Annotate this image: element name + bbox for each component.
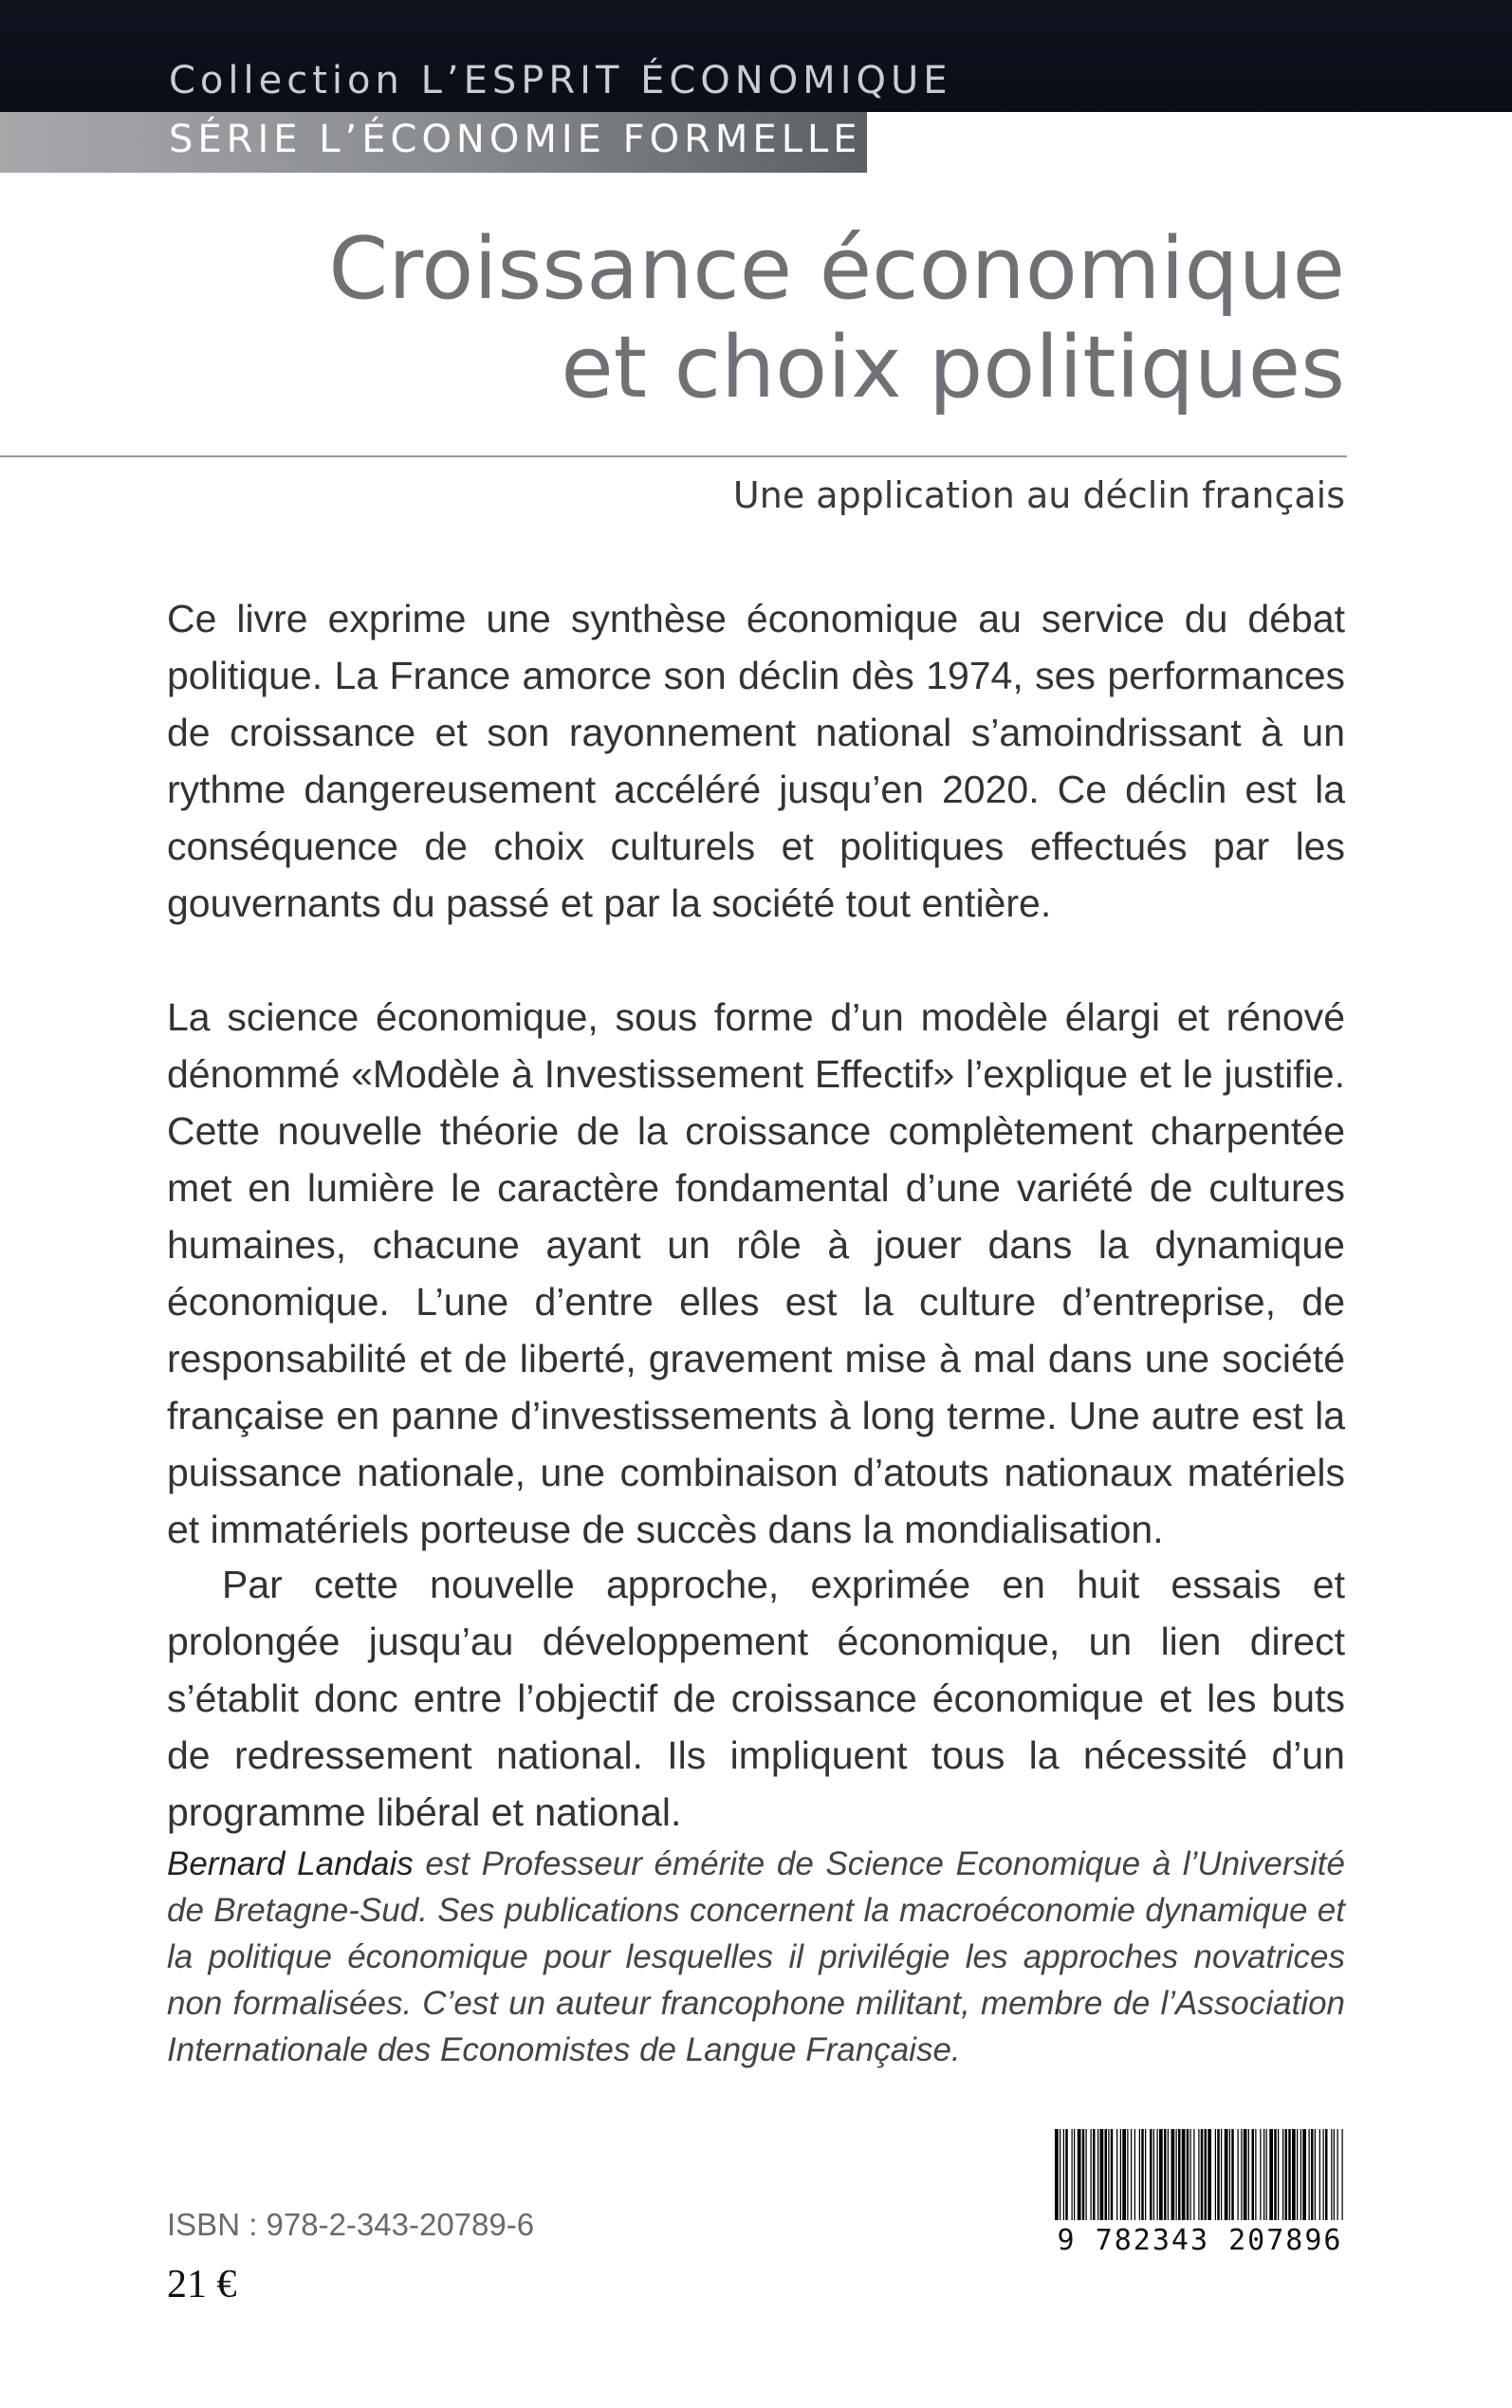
isbn: ISBN : 978-2-343-20789-6 [167, 2207, 535, 2242]
barcode-bar [1274, 2129, 1277, 2220]
barcode-bar [1078, 2129, 1081, 2220]
barcode-bar [1292, 2129, 1296, 2220]
barcode-bar [1221, 2129, 1222, 2220]
series-name: SÉRIE L’ÉCONOMIE FORMELLE [169, 118, 862, 161]
book-title [328, 220, 1345, 417]
barcode-bar [1208, 2129, 1211, 2220]
barcode-bar [1278, 2129, 1279, 2220]
barcode-bar [1150, 2129, 1152, 2220]
book-subtitle: Une application au déclin français [732, 474, 1345, 516]
barcode-bar [1311, 2129, 1314, 2220]
barcode-bar [1131, 2129, 1132, 2220]
barcode-bar [1201, 2129, 1204, 2220]
barcode-bar [1302, 2129, 1306, 2220]
barcode-bar [1225, 2129, 1228, 2220]
barcode-bar [1159, 2129, 1163, 2220]
barcode-bar [1141, 2129, 1144, 2220]
book-title-line-1: Croissance économique [328, 219, 1345, 319]
barcode-bars [1051, 2129, 1349, 2220]
barcode-bar [1282, 2129, 1283, 2220]
barcode-bar [1178, 2129, 1181, 2220]
barcode-bar [1198, 2129, 1199, 2220]
barcode-bar [1323, 2129, 1324, 2220]
barcode-bar [1300, 2129, 1301, 2220]
barcode-bar [1168, 2129, 1169, 2220]
barcode-bar [1269, 2129, 1273, 2220]
barcode-bar [1072, 2129, 1073, 2220]
barcode-bar [1134, 2129, 1135, 2220]
barcode-bar [1074, 2129, 1075, 2220]
barcode-bar [1182, 2129, 1186, 2220]
barcode-bar [1082, 2129, 1085, 2220]
barcode-bar [1105, 2129, 1108, 2220]
barcode-bar [1342, 2129, 1343, 2220]
collection-name: Collection L’ESPRIT ÉCONOMIQUE [169, 59, 952, 102]
barcode-bar [1331, 2129, 1332, 2220]
barcode-bar [1153, 2129, 1154, 2220]
barcode-bar [1260, 2129, 1261, 2220]
barcode-bar [1171, 2129, 1175, 2220]
barcode-bar [1157, 2129, 1158, 2220]
barcode-bar [1055, 2129, 1059, 2220]
barcode-bar [1145, 2129, 1146, 2220]
barcode-bar [1164, 2129, 1167, 2220]
barcode-bar [1120, 2129, 1121, 2220]
barcode-bar [1334, 2129, 1335, 2220]
barcode-bar [1187, 2129, 1189, 2220]
barcode-bar [1285, 2129, 1288, 2220]
barcode-bar [1337, 2129, 1338, 2220]
barcode-bar [1122, 2129, 1126, 2220]
barcode-bar [1065, 2129, 1068, 2220]
author-bio-text: est Professeur émérite de Science Economique à l’Université de Bretagne-Sud. Ses publications concernent la macroéconomie dynamique et la politique économique pour lesquelles il privilégie les approches novatrices non formalisées. C’est un auteur francophone militant, membre de l’Association Internationale des Economistes de Langue Française. [167, 1845, 1345, 2068]
barcode-bar [1127, 2129, 1128, 2220]
author-bio [167, 1841, 1345, 2073]
barcode-bar [1255, 2129, 1256, 2220]
barcode-bar [1229, 2129, 1230, 2220]
barcode-bar [1205, 2129, 1208, 2220]
barcode-bar [1093, 2129, 1096, 2220]
barcode-bar [1231, 2129, 1234, 2220]
barcode-bar [1319, 2129, 1320, 2220]
barcode-bar [1266, 2129, 1267, 2220]
barcode-bar [1193, 2129, 1194, 2220]
barcode-bar [1252, 2129, 1255, 2220]
barcode-bar [1190, 2129, 1191, 2220]
barcode-bar [1086, 2129, 1087, 2220]
barcode-bar [1309, 2129, 1310, 2220]
blurb-paragraph-3: Par cette nouvelle approche, exprimée en huit essais et prolongée jusqu’au développement économique, un lien direct s’établit donc entre l’objectif de croissance économique et les buts de redressement national. Ils impliquent tous la nécessité d’un programme libéral et national. [167, 1563, 1345, 1834]
price: 21 € [167, 2263, 237, 2306]
barcode-bar [1116, 2129, 1117, 2220]
barcode-bar [1263, 2129, 1264, 2220]
barcode-bar [1238, 2129, 1239, 2220]
barcode-bar [1215, 2129, 1216, 2220]
barcode-bar [1248, 2129, 1249, 2220]
barcode-bar [1217, 2129, 1220, 2220]
barcode-bar [1176, 2129, 1177, 2220]
author-name: Bernard Landais [167, 1845, 414, 1882]
barcode-bar [1108, 2129, 1109, 2220]
barcode-bar [1091, 2129, 1092, 2220]
blurb-paragraph-2: La science économique, sous forme d’un modèle élargi et rénové dénommé «Modèle à Investissement Effectif» l’explique et le justifie. Cette nouvelle théorie de la croissance complètement charpentée met en lumière le caractère fondamental d’une variété de cultures humaines, chacune ayant un rôle à jouer dans la dynamique économique. L’une d’entre elles est la culture d’entreprise, de responsabilité et de liberté, gravement mise à mal dans une société française en panne d’investissements à long terme. Une autre est la puissance nationale, une combinaison d’atouts nationaux matériels et immatériels porteuse de succès dans la mondialisation. [167, 995, 1345, 1551]
barcode-bar [1063, 2129, 1064, 2220]
barcode-bar [1315, 2129, 1316, 2220]
barcode-bar [1139, 2129, 1140, 2220]
barcode-bar [1288, 2129, 1291, 2220]
barcode-bar [1325, 2129, 1328, 2220]
blurb-paragraph-1: Ce livre exprime une synthèse économique au service du débat politique. La France amorce son déclin dès 1974, ses performances de croissance et son rayonnement national s’amoindrissant à un rythme dangereusement accéléré jusqu’en 2020. Ce déclin est la conséquence de choix culturels et politiques effectués par les gouvernants du passé et par la société tout entière. [167, 597, 1345, 925]
barcode-bar [1244, 2129, 1247, 2220]
barcode-bar [1297, 2129, 1298, 2220]
barcode-bar [1100, 2129, 1104, 2220]
barcode-bar [1111, 2129, 1114, 2220]
barcode-digits: 9 782343 207896 [1057, 2224, 1343, 2257]
barcode-bar [1241, 2129, 1242, 2220]
barcode-bar [1097, 2129, 1098, 2220]
book-title-line-2: et choix politiques [561, 318, 1345, 417]
title-divider [0, 455, 1347, 457]
